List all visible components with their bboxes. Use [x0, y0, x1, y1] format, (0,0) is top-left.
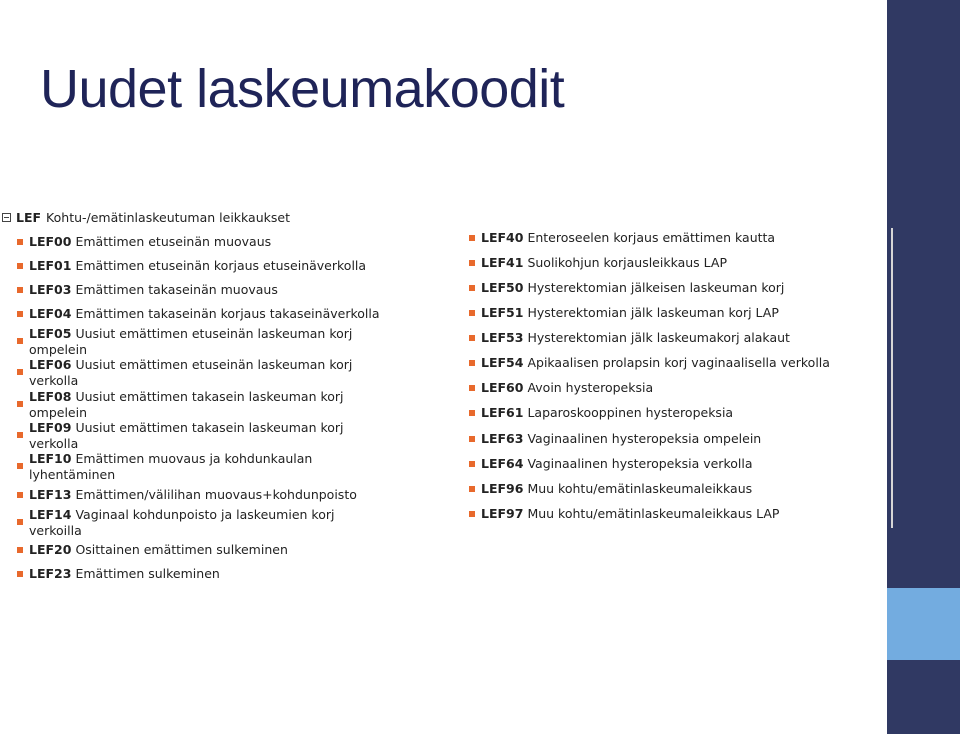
list-item-text	[17, 389, 344, 420]
bullet-icon	[469, 260, 475, 266]
item-label: Laparoskooppinen hysteropeksia	[527, 405, 734, 420]
item-label: Emättimen etuseinän korjaus etuseinäverkolla	[75, 258, 367, 273]
item-code: LEF41	[481, 255, 524, 270]
tree-root[interactable]	[2, 209, 290, 225]
list-item-lef64[interactable]	[469, 456, 753, 472]
item-label-continued: verkolla	[29, 435, 79, 451]
item-label: Vaginaal kohdunpoisto ja laskeumien korj	[75, 507, 335, 522]
list-item-lef41[interactable]	[469, 255, 727, 271]
item-label: Avoin hysteropeksia	[527, 380, 654, 395]
bullet-icon	[469, 511, 475, 517]
list-item-lef61[interactable]	[469, 405, 733, 421]
bullet-icon	[469, 486, 475, 492]
item-code: LEF20	[29, 542, 72, 557]
item-label: Emättimen etuseinän muovaus	[75, 234, 272, 249]
list-item-text	[17, 234, 271, 250]
list-item-lef20[interactable]	[17, 542, 288, 558]
bullet-icon	[469, 410, 475, 416]
bullet-icon	[469, 235, 475, 241]
bullet-icon	[17, 369, 23, 375]
item-label: Emättimen sulkeminen	[75, 566, 220, 581]
list-item-text	[469, 330, 790, 346]
bullet-icon	[469, 310, 475, 316]
list-item-lef60[interactable]	[469, 380, 653, 396]
item-label: Uusiut emättimen etuseinän laskeuman korj	[75, 326, 353, 341]
tree-root-label: Kohtu-/emätinlaskeutuman leikkaukset	[46, 209, 290, 225]
item-label: Enteroseelen korjaus emättimen kautta	[527, 230, 776, 245]
list-item-lef51[interactable]	[469, 305, 779, 321]
item-code: LEF53	[481, 330, 524, 345]
item-code: LEF06	[29, 357, 72, 372]
list-item-text	[17, 420, 344, 451]
bullet-icon	[17, 239, 23, 245]
bullet-icon	[469, 285, 475, 291]
item-label: Emättimen/välilihan muovaus+kohdunpoisto	[75, 487, 357, 502]
item-label: Vaginaalinen hysteropeksia verkolla	[527, 456, 753, 471]
list-item-text	[469, 405, 733, 421]
item-code: LEF64	[481, 456, 524, 471]
list-item-text	[469, 380, 653, 396]
list-item-text	[17, 306, 380, 322]
item-code: LEF05	[29, 326, 72, 341]
bullet-icon	[469, 436, 475, 442]
item-label: Uusiut emättimen etuseinän laskeuman korj	[75, 357, 353, 372]
slide-title: Uudet laskeumakoodit	[40, 59, 565, 119]
list-item-lef63[interactable]	[469, 431, 761, 447]
item-code: LEF54	[481, 355, 524, 370]
list-item-text	[469, 355, 830, 371]
item-label-continued: lyhentäminen	[29, 466, 116, 482]
item-label: Hysterektomian jälkeisen laskeuman korj	[527, 280, 785, 295]
item-code: LEF60	[481, 380, 524, 395]
list-item-lef13[interactable]	[17, 487, 357, 503]
item-code: LEF23	[29, 566, 72, 581]
item-label: Emättimen takaseinän muovaus	[75, 282, 278, 297]
bullet-icon	[17, 432, 23, 438]
list-item-lef14[interactable]	[17, 507, 334, 538]
list-item-text	[17, 507, 334, 538]
decorative-sidebar-accent	[887, 588, 960, 660]
bullet-icon	[17, 519, 23, 525]
list-item-lef05[interactable]	[17, 326, 352, 357]
list-item-text	[17, 451, 312, 482]
item-label: Hysterektomian jälk laskeuman korj LAP	[527, 305, 779, 320]
bullet-icon	[17, 287, 23, 293]
bullet-icon	[469, 360, 475, 366]
list-item-lef08[interactable]	[17, 389, 344, 420]
item-label: Suolikohjun korjausleikkaus LAP	[527, 255, 728, 270]
item-code: LEF10	[29, 451, 72, 466]
item-label: Osittainen emättimen sulkeminen	[75, 542, 288, 557]
item-code: LEF04	[29, 306, 72, 321]
bullet-icon	[17, 547, 23, 553]
item-label: Emättimen muovaus ja kohdunkaulan	[75, 451, 313, 466]
bullet-icon	[17, 492, 23, 498]
item-code: LEF01	[29, 258, 72, 273]
list-item-lef09[interactable]	[17, 420, 344, 451]
item-code: LEF08	[29, 389, 72, 404]
item-code: LEF14	[29, 507, 72, 522]
list-item-text	[469, 280, 784, 296]
item-code: LEF03	[29, 282, 72, 297]
list-item-text	[469, 230, 775, 246]
list-item-lef97[interactable]	[469, 506, 779, 522]
list-item-lef40[interactable]	[469, 230, 775, 246]
list-item-lef53[interactable]	[469, 330, 790, 346]
list-item-text	[469, 305, 779, 321]
list-item-lef10[interactable]	[17, 451, 312, 482]
item-code: LEF13	[29, 487, 72, 502]
collapse-icon[interactable]	[2, 213, 11, 222]
list-item-lef01[interactable]	[17, 258, 366, 274]
tree-root-code: LEF	[16, 209, 42, 225]
bullet-icon	[17, 571, 23, 577]
item-label: Muu kohtu/emätinlaskeumaleikkaus	[527, 481, 753, 496]
list-item-lef96[interactable]	[469, 481, 752, 497]
bullet-icon	[17, 263, 23, 269]
list-item-lef03[interactable]	[17, 282, 278, 298]
list-item-text	[469, 431, 761, 447]
item-code: LEF97	[481, 506, 524, 521]
item-label: Uusiut emättimen takasein laskeuman korj	[75, 389, 344, 404]
list-item-lef06[interactable]	[17, 357, 352, 388]
item-label: Hysterektomian jälk laskeumakorj alakaut	[527, 330, 790, 345]
item-code: LEF40	[481, 230, 524, 245]
item-code: LEF61	[481, 405, 524, 420]
bullet-icon	[469, 461, 475, 467]
item-code: LEF00	[29, 234, 72, 249]
list-item-text	[17, 282, 278, 298]
bullet-icon	[17, 311, 23, 317]
item-label-continued: ompelein	[29, 341, 88, 357]
list-item-text	[17, 258, 366, 274]
list-item-text	[469, 255, 727, 271]
list-item-lef00[interactable]	[17, 234, 271, 250]
item-label: Vaginaalinen hysteropeksia ompelein	[527, 431, 762, 446]
item-label-continued: verkoilla	[29, 522, 82, 538]
item-code: LEF51	[481, 305, 524, 320]
bullet-icon	[469, 335, 475, 341]
list-item-lef04[interactable]	[17, 306, 380, 322]
list-item-text	[469, 456, 753, 472]
item-label-continued: ompelein	[29, 404, 88, 420]
item-label: Uusiut emättimen takasein laskeuman korj	[75, 420, 344, 435]
list-item-text	[17, 566, 220, 582]
list-item-text	[469, 506, 779, 522]
item-label: Emättimen takaseinän korjaus takaseinäverkolla	[75, 306, 380, 321]
item-code: LEF50	[481, 280, 524, 295]
list-item-text	[17, 487, 357, 503]
bullet-icon	[17, 401, 23, 407]
list-item-lef54[interactable]	[469, 355, 830, 371]
list-item-text	[469, 481, 752, 497]
item-label: Apikaalisen prolapsin korj vaginaalisella verkolla	[527, 355, 830, 370]
bullet-icon	[17, 463, 23, 469]
item-code: LEF09	[29, 420, 72, 435]
item-label-continued: verkolla	[29, 372, 79, 388]
list-item-lef50[interactable]	[469, 280, 784, 296]
list-item-text	[17, 542, 288, 558]
bullet-icon	[469, 385, 475, 391]
item-code: LEF96	[481, 481, 524, 496]
list-item-lef23[interactable]	[17, 566, 220, 582]
item-code: LEF63	[481, 431, 524, 446]
list-item-text	[17, 326, 352, 357]
item-label: Muu kohtu/emätinlaskeumaleikkaus LAP	[527, 506, 780, 521]
list-item-text	[17, 357, 352, 388]
bullet-icon	[17, 338, 23, 344]
